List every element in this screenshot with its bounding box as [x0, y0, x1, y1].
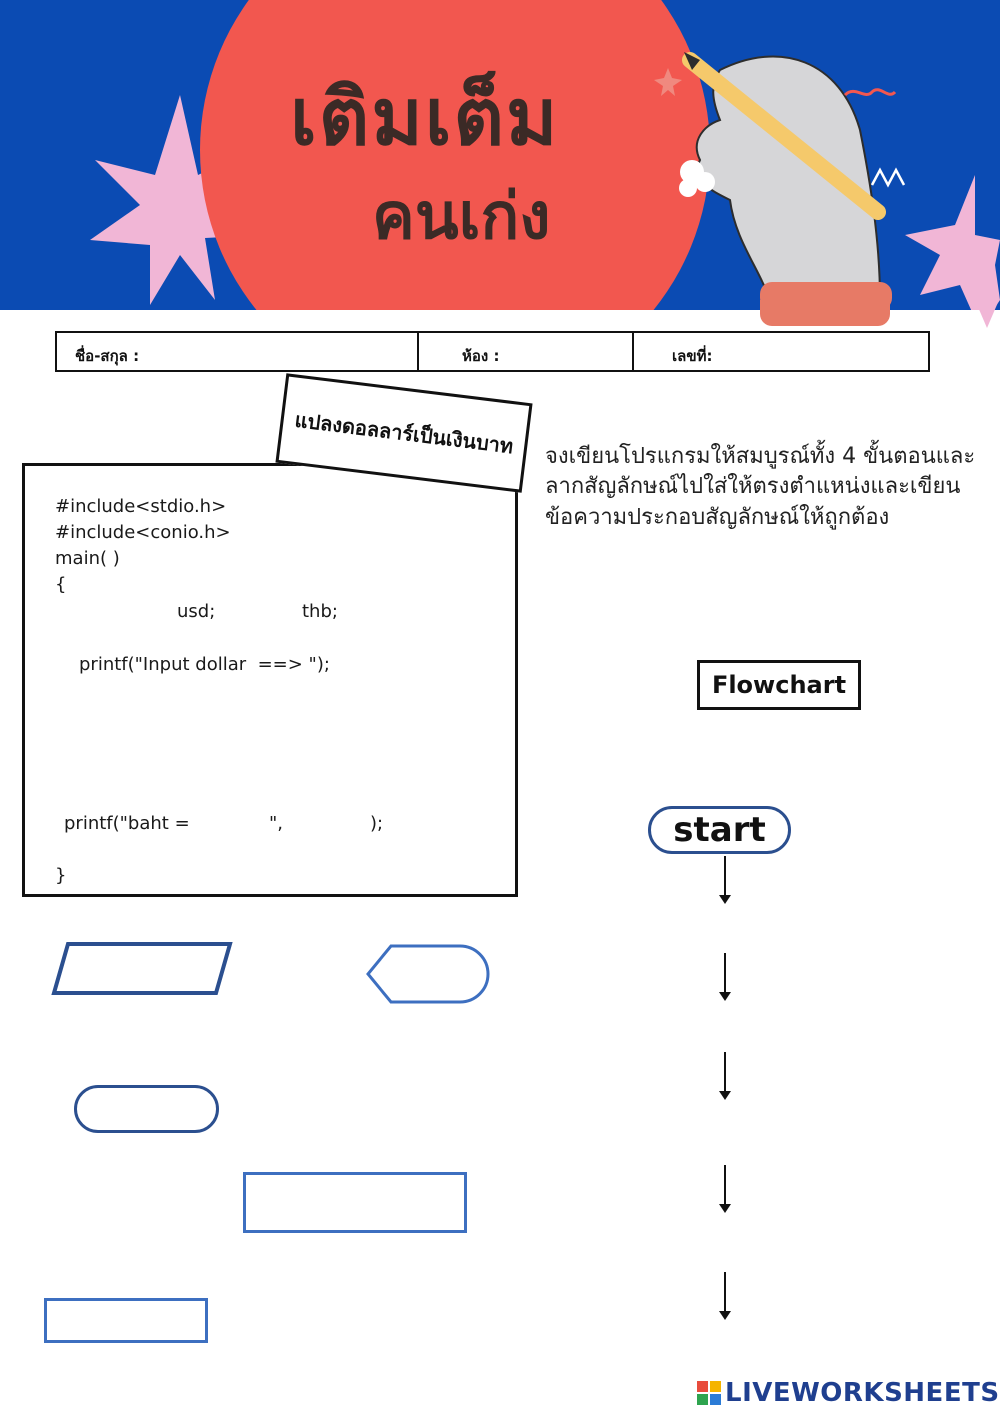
flow-arrow-head — [719, 895, 731, 904]
code-line: main( ) — [55, 548, 120, 569]
liveworksheets-logo-icon — [697, 1381, 721, 1405]
code-var-thb: thb; — [302, 601, 338, 622]
room-label: ห้อง : — [462, 347, 500, 365]
flow-arrow — [724, 1165, 726, 1205]
process-symbol-small[interactable] — [44, 1298, 208, 1343]
squiggle-decoration — [845, 90, 895, 95]
info-divider — [632, 333, 634, 370]
code-printf-baht-quote: ", — [269, 813, 284, 834]
student-info-bar — [55, 331, 930, 372]
code-line: { — [55, 574, 67, 595]
flow-arrow — [724, 856, 726, 896]
terminal-symbol[interactable] — [74, 1085, 219, 1133]
zigzag-decoration — [872, 170, 904, 185]
flow-arrow-head — [719, 1091, 731, 1100]
flow-arrow-head — [719, 1204, 731, 1213]
flow-arrow — [724, 1272, 726, 1312]
right-star-shape — [905, 175, 1000, 310]
flow-arrow-head — [719, 992, 731, 1001]
process-symbol-large[interactable] — [243, 1172, 467, 1233]
page-subtitle: คนเก่ง — [372, 180, 551, 254]
code-panel-title: แปลงดอลลาร์เป็นเงินบาท — [275, 373, 532, 493]
number-label: เลขที่: — [672, 347, 713, 365]
page-title: เติมเต็ม — [290, 73, 560, 163]
footer-brand — [697, 1378, 1000, 1408]
input-output-symbol[interactable] — [50, 940, 235, 998]
flow-arrow — [724, 953, 726, 993]
instructions-text: จงเขียนโปรแกรมให้สมบูรณ์ทั้ง 4 ขั้นตอนและลากสัญลักษณ์ไปใส่ให้ตรงตำแหน่งและเขียนข้อความประกอบสัญลักษณ์ให้ถูกต้อง — [545, 444, 976, 530]
footer-brand-text: LIVEWORKSHEETS — [725, 1378, 1000, 1408]
flow-arrow-head — [719, 1311, 731, 1320]
code-panel — [22, 463, 518, 897]
code-var-usd: usd; — [177, 601, 216, 622]
code-printf-input: printf("Input dollar ==> "); — [79, 654, 330, 675]
star-overhang — [975, 300, 999, 328]
flowchart-label: Flowchart — [697, 660, 861, 710]
info-divider — [417, 333, 419, 370]
sleeve-overhang — [760, 300, 890, 326]
code-printf-baht-end: ); — [370, 813, 384, 834]
code-line: #include<conio.h> — [55, 522, 231, 543]
code-printf-baht: printf("baht = — [64, 813, 190, 834]
start-terminal: start — [648, 806, 791, 854]
header-banner — [0, 0, 1000, 310]
code-line: } — [55, 865, 67, 886]
display-symbol[interactable] — [364, 943, 492, 1005]
name-label: ชื่อ-สกุล : — [75, 347, 140, 365]
flow-arrow — [724, 1052, 726, 1092]
code-line: #include<stdio.h> — [55, 496, 227, 517]
